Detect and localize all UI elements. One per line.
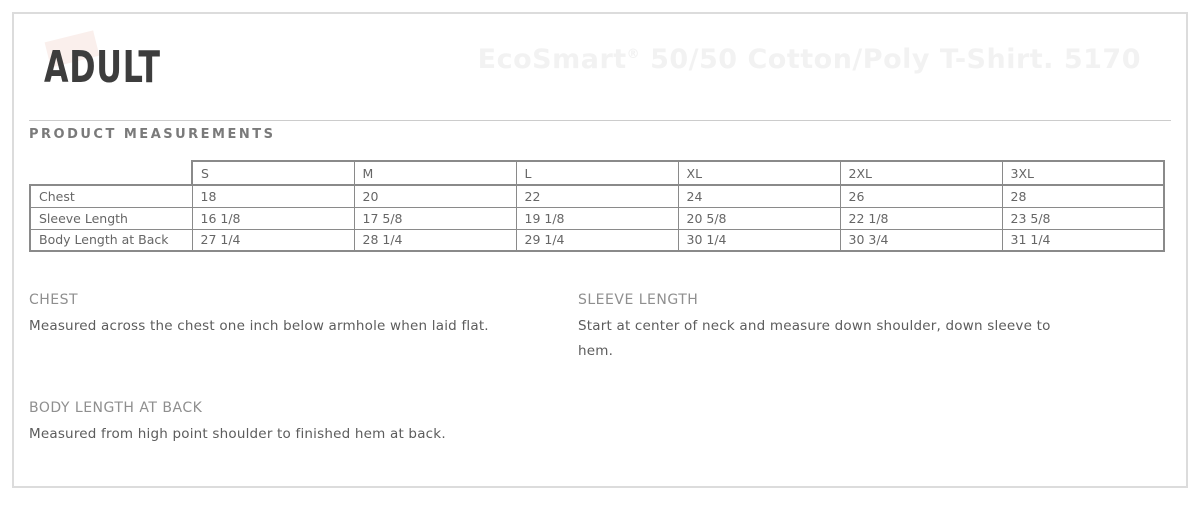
size-column-header: L [516,161,678,185]
measurement-row-body-length [30,229,1164,251]
measurement-value: 28 1/4 [354,229,516,251]
corner-cell [30,161,192,185]
product-brand: EcoSmart [477,44,627,75]
definition-body-length [29,400,1171,447]
measurement-value: 30 3/4 [840,229,1002,251]
page-title: ADULT [44,42,161,93]
size-column-header: 2XL [840,161,1002,185]
definition-description: Measured across the chest one inch below armhole when laid flat. [29,318,489,334]
size-column-header: M [354,161,516,185]
measurement-value: 22 1/8 [840,207,1002,229]
measurement-value: 31 1/4 [1002,229,1164,251]
product-title-ghost [478,44,1141,75]
measurement-value: 30 1/4 [678,229,840,251]
size-header-row [30,161,1164,185]
measurement-row-sleeve-length [30,207,1164,229]
definition-sleeve-length [578,292,1171,364]
size-column-header: 3XL [1002,161,1164,185]
measurement-value: 20 5/8 [678,207,840,229]
measurement-value: 27 1/4 [192,229,354,251]
divider [29,120,1171,121]
measurement-value: 23 5/8 [1002,207,1164,229]
measurement-value: 16 1/8 [192,207,354,229]
measurement-definitions [29,292,1171,364]
measurement-value: 17 5/8 [354,207,516,229]
measurement-value: 22 [516,185,678,207]
registered-mark: ® [626,47,641,62]
definition-term: CHEST [29,292,79,308]
measurement-value: 29 1/4 [516,229,678,251]
page-content [14,14,1186,447]
measurement-value: 19 1/8 [516,207,678,229]
row-label: Chest [30,185,192,207]
product-name: 50/50 Cotton/Poly T-Shirt. 5170 [640,44,1141,75]
row-label: Sleeve Length [30,207,192,229]
product-measurements-heading: PRODUCT MEASUREMENTS [29,127,276,142]
definition-description: Measured from high point shoulder to finished hem at back. [29,426,446,442]
masthead [29,14,1171,120]
measurement-value: 28 [1002,185,1164,207]
measurement-value: 20 [354,185,516,207]
measurement-value: 24 [678,185,840,207]
row-label: Body Length at Back [30,229,192,251]
measurement-row-chest [30,185,1164,207]
size-column-header: XL [678,161,840,185]
size-chart-table [29,160,1165,252]
definition-chest [29,292,578,364]
measurement-value: 18 [192,185,354,207]
page-frame [12,12,1188,488]
definition-term: SLEEVE LENGTH [578,292,699,308]
definition-description: Start at center of neck and measure down shoulder, down sleeve to hem. [578,318,1051,359]
size-column-header: S [192,161,354,185]
measurement-value: 26 [840,185,1002,207]
definition-term: BODY LENGTH AT BACK [29,400,203,416]
